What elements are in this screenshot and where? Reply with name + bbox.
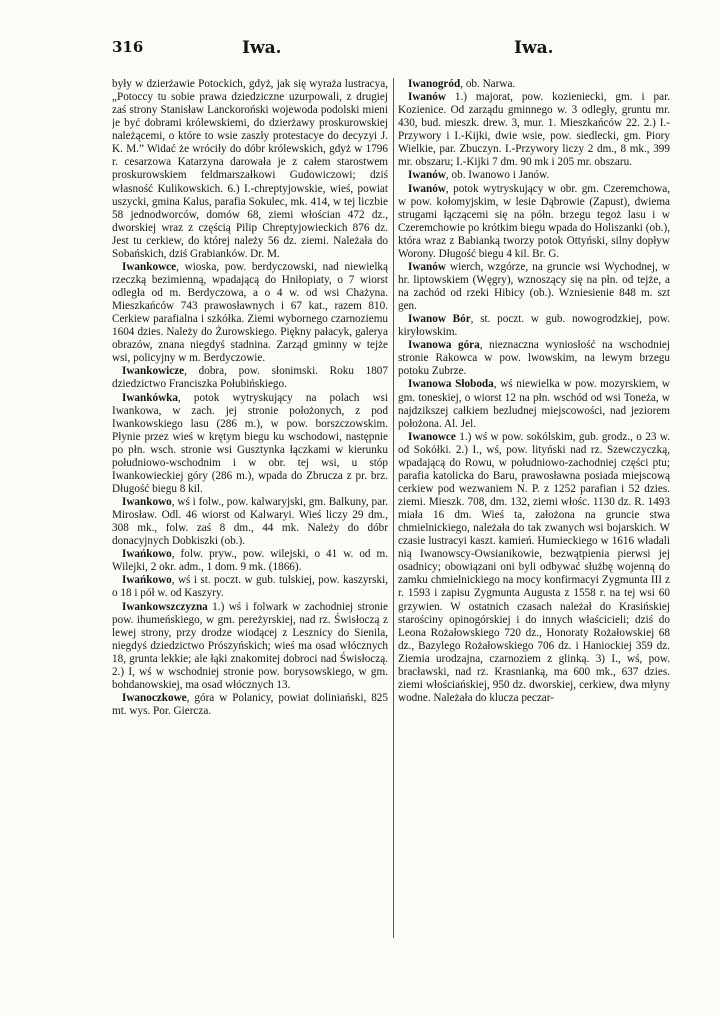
entry-headword: Iwanów bbox=[408, 182, 446, 195]
dictionary-entry bbox=[398, 183, 670, 261]
dictionary-entry bbox=[112, 548, 388, 574]
entry-headword: Iwanów bbox=[408, 91, 446, 104]
right-running-head: Iwa. bbox=[514, 38, 554, 58]
dictionary-entry bbox=[398, 339, 670, 378]
entry-text: , dobra, pow. słonimski. Roku 1807 dziedzictwo Franciszka Połubińskiego. bbox=[112, 365, 388, 391]
dictionary-entry bbox=[398, 261, 670, 313]
entry-text: 1.) majorat, pow. kozieniecki, gm. i par. Kozienice. Od zarządu gminnego w. 3 odległy, gruntu mr. 430, bud. mieszk. drew. 3, mur. 1. Mieszkańców 22. 2.) I.-Przywory i I.-Kijki, dwie wsie, pow. siedlecki, gm. Piory Wielkie, par. Zbuczyn. I.-Przywory liczy 2 dm., 8 mk., 399 mr. obszaru; I.-Kijki 7 dm. 90 mk i 205 mr. obszaru. bbox=[398, 91, 670, 169]
entry-text: , wś i st. poczt. w gub. tulskiej, pow. kaszyrski, o 18 i pół w. od Kaszyry. bbox=[112, 574, 388, 600]
entry-text: , wś i folw., pow. kalwaryjski, gm. Balkuny, par. Mirosław. Odl. 46 wiorst od Kalwaryi. Wieś liczy 29 dm., 308 mk., folw. zaś 8 dm., 44 mk. Należy do dóbr donacyjnych Dobkiszki (ob.). bbox=[112, 496, 388, 548]
entry-headword: Iwanogród bbox=[408, 78, 461, 90]
entry-text: , wioska, pow. berdyczowski, nad niewielką rzeczką bezimienną, wpadającą do Hniłopiaty, o 7 wiorst odległa od m. Berdyczowa, a o 4 w. od wsi Chażyna. Mieszkańców 743 prawosławnych i 67 kat., razem 810. Cerkiew parafialna i szkółka. Ziemi wybornego czarnoziemu 1604 dzies. Należy do Żurowskiego. Piękny pałacyk, galerya obrazów, znana niegdyś stadnina. Zarząd gminny w tejże wsi, policyjny w m. Berdyczowie. bbox=[112, 260, 388, 365]
column-divider bbox=[393, 78, 394, 938]
dictionary-entry bbox=[112, 601, 388, 692]
entry-headword: Iwańkowo bbox=[122, 574, 172, 587]
dictionary-entry bbox=[112, 392, 388, 497]
entry-headword: Iwankowszczyzna bbox=[122, 600, 208, 613]
entry-headword: Iwanów bbox=[408, 169, 446, 182]
entry-headword: Iwańkowo bbox=[122, 548, 172, 561]
dictionary-entry bbox=[112, 574, 388, 600]
entry-text: , ob. Narwa. bbox=[460, 78, 516, 90]
entry-headword: Iwanów bbox=[408, 260, 446, 273]
left-text-column bbox=[112, 78, 388, 938]
dictionary-entry bbox=[112, 365, 388, 391]
page-header bbox=[112, 38, 672, 62]
entry-text: wierch, wzgórze, na gruncie wsi Wychodnej, w hr. liptowskiem (Węgry), wznoszący się na płn. od tejże, a na zachód od rzeki Hibicy (ob.). Wzniesienie 848 m. szt gen. bbox=[398, 260, 670, 313]
dictionary-entry bbox=[398, 431, 670, 705]
entry-text: , potok wytryskujący w obr. gm. Czeremchowa, w pow. kołomyjskim, w lesie Dąbrowie (Zapust), dwiema strugami łączącemi się na półn. brzegu tegoż lasu i w Czeremchowie po krótkim biegu wpada do Holiszanki (ob.), która wraz z Babianką tworzy potok Ottyński, silny dopływ Worony. Długość biegu 4 kil. Br. G. bbox=[398, 182, 670, 260]
dictionary-entry bbox=[112, 692, 388, 718]
dictionary-entry bbox=[398, 378, 670, 430]
entry-text: , wś niewielka w pow. mozyrskiem, w gm. toneskiej, o wiorst 12 na płn. wschód od wsi Toneża, w najdzikszej całkiem bezludnej miejscowości, nad jeziorem położona. Al. Jel. bbox=[398, 378, 670, 430]
page-number: 316 bbox=[112, 38, 144, 56]
entry-headword: Iwanowce bbox=[408, 430, 456, 443]
dictionary-entry bbox=[398, 91, 670, 169]
entry-headword: Iwankówka bbox=[122, 391, 178, 404]
entry-text: , st. poczt. w gub. nowogrodzkiej, pow. kiryłowskim. bbox=[398, 313, 670, 339]
left-running-head: Iwa. bbox=[242, 38, 282, 58]
entry-text: 1.) wś w pow. sokólskim, gub. grodz., o 23 w. od Sokółki. 2.) I., wś, pow. lityński nad rz. Szewczyczką, wpadającą do Rowu, w południowo-zachodniej części ptu; parafia katolicka do Baru, prawosławna posiada miejscową cerkiew pod wezwaniem N. P. z 1252 parafian i 52 dzies. ziemi. Mieszk. 708, dm. 132, ziemi włośc. 1130 dz. R. 1493 miała 16 dm. Wieś ta, założona na gruncie stwa chmielnickiego, należała do tak zwanych wsi bojarskich. W czasie lustracyi kaszt. kamień. Humieckiego w 1616 władali nią Iwanowscy-Owsianikowie, bezwątpienia pierwsi jej osadnicy; obowiązani oni byli odbywać służbę wojenną do zamku chmielnickiego na mocy konfirmacyi Zygmunta III z r. 1593 i zapisu Zygmunta Augusta z 1558 r. na tej wsi 60 grzywien. W ostatnich czasach należał do Krasińskiej starościny opinogórskiej i do innych właścicieli; dziś do Leona Rożałowskiego 720 dz., Honoraty Rożałowskiej 68 dz., Bazylego Rożałowskiego 706 dz. i Haniockiej 359 dz. Ziemia urodzajna, czarnoziem z glinką. 3) I., wś, pow. bracławski, nad rz. Krasnianką, ma 600 mk., 637 dzies. ziemi włościańskiej, 950 dz. dworskiej, cerkiew, dwa młyny wodne. Należała do klucza peczar- bbox=[398, 430, 670, 704]
entry-headword: Iwanoczkowe bbox=[122, 691, 187, 704]
entry-headword: Iwanowa góra bbox=[408, 339, 480, 352]
entry-text: były w dzierżawie Potockich, gdyż, jak się wyraża lustracya, „Potoccy tu sobie prawa dziedziczne uzurpowali, z drugiej zaś strony Stanisław Lanckoroński wojewoda podolski mieni je być dobrami królewskiemi, do dzierżawy proskurowskiej należącemi, o które to wsie zaszły protestacye do decyzyi J. K. M.” Widać że wróciły do dóbr królewskich, gdyż w 1796 r. cesarzowa Katarzyna darowała je z całem starostwem proskurowskiem feldmarszałkowi Gudowiczowi; dziś własność Kulikowskich. 6.) I.-chreptyjowskie, wieś, powiat uszycki, gmina Kalus, parafia Sokulec, mk. 414, w tej liczbie 58 jednodworców, domów 68, ziemi włościan 472 dz., dworskiej wraz z częścią Pilip Chreptyjowieckich 876 dz. Jest tu cerkiew, do której należy 56 dz. ziemi. Należała do Sobańskich, dziś Grabianków. Dr. M. bbox=[112, 78, 388, 260]
entry-headword: Iwanow Bór bbox=[408, 313, 471, 326]
entry-text: , góra w Polanicy, powiat doliniański, 825 mt. wys. Por. Giercza. bbox=[112, 691, 388, 717]
dictionary-entry bbox=[112, 261, 388, 366]
dictionary-entry bbox=[398, 169, 670, 182]
dictionary-entry bbox=[398, 313, 670, 339]
entry-headword: Iwanowa Słoboda bbox=[408, 378, 494, 391]
dictionary-entry bbox=[398, 78, 670, 91]
entry-headword: Iwankowce bbox=[122, 260, 177, 273]
entry-text: , potok wytryskujący na polach wsi Iwankowa, w zach. jej stronie położonych, z pod Iwankowskiego lasu (286 m.), w pow. borszczowskim. Płynie przez wieś w krętym biegu ku wschodowi, następnie po płn. wsch. stronie wsi Gusztynka łączkami w kierunku południowo-wschodnim i w obr. tej wsi, u stóp Iwankowieckiej góry (286 m.), wpada do Zbrucza z pr. brz. Długość biegu 8 kil. bbox=[112, 391, 388, 495]
entry-headword: Iwankowicze bbox=[122, 365, 185, 378]
dictionary-entry bbox=[112, 496, 388, 548]
entry-headword: Iwankowo bbox=[122, 496, 172, 508]
entry-text: , nieznaczna wyniosłość na wschodniej stronie Rakowca w pow. lwowskim, na lewym brzegu potoku Zubrze. bbox=[398, 339, 670, 378]
dictionary-entry bbox=[112, 78, 388, 261]
entry-text: , folw. pryw., pow. wilejski, o 41 w. od m. Wilejki, 2 okr. adm., 1 dom. 9 mk. (1866). bbox=[112, 548, 388, 574]
right-text-column bbox=[398, 78, 670, 938]
entry-text: 1.) wś i folwark w zachodniej stronie pow. ihumeńskiego, w gm. pereżyrskiej, nad rz. Świsłoczą z lewej strony, przy drodze wiodącej z Lesznicy do Sienila, niegdyś dziedzictwo Prószyńskich; wieś ma osad włócznych 18, grunta lekkie; ale łąki znakomitej dobroci nad Świsłoczą. 2.) I, wś w wschodniej stronie pow. borysowskiego, w gm. bohdanowskiej, ma osad włócznych 13. bbox=[112, 600, 388, 691]
entry-text: , ob. Iwanowo i Janów. bbox=[445, 169, 550, 182]
